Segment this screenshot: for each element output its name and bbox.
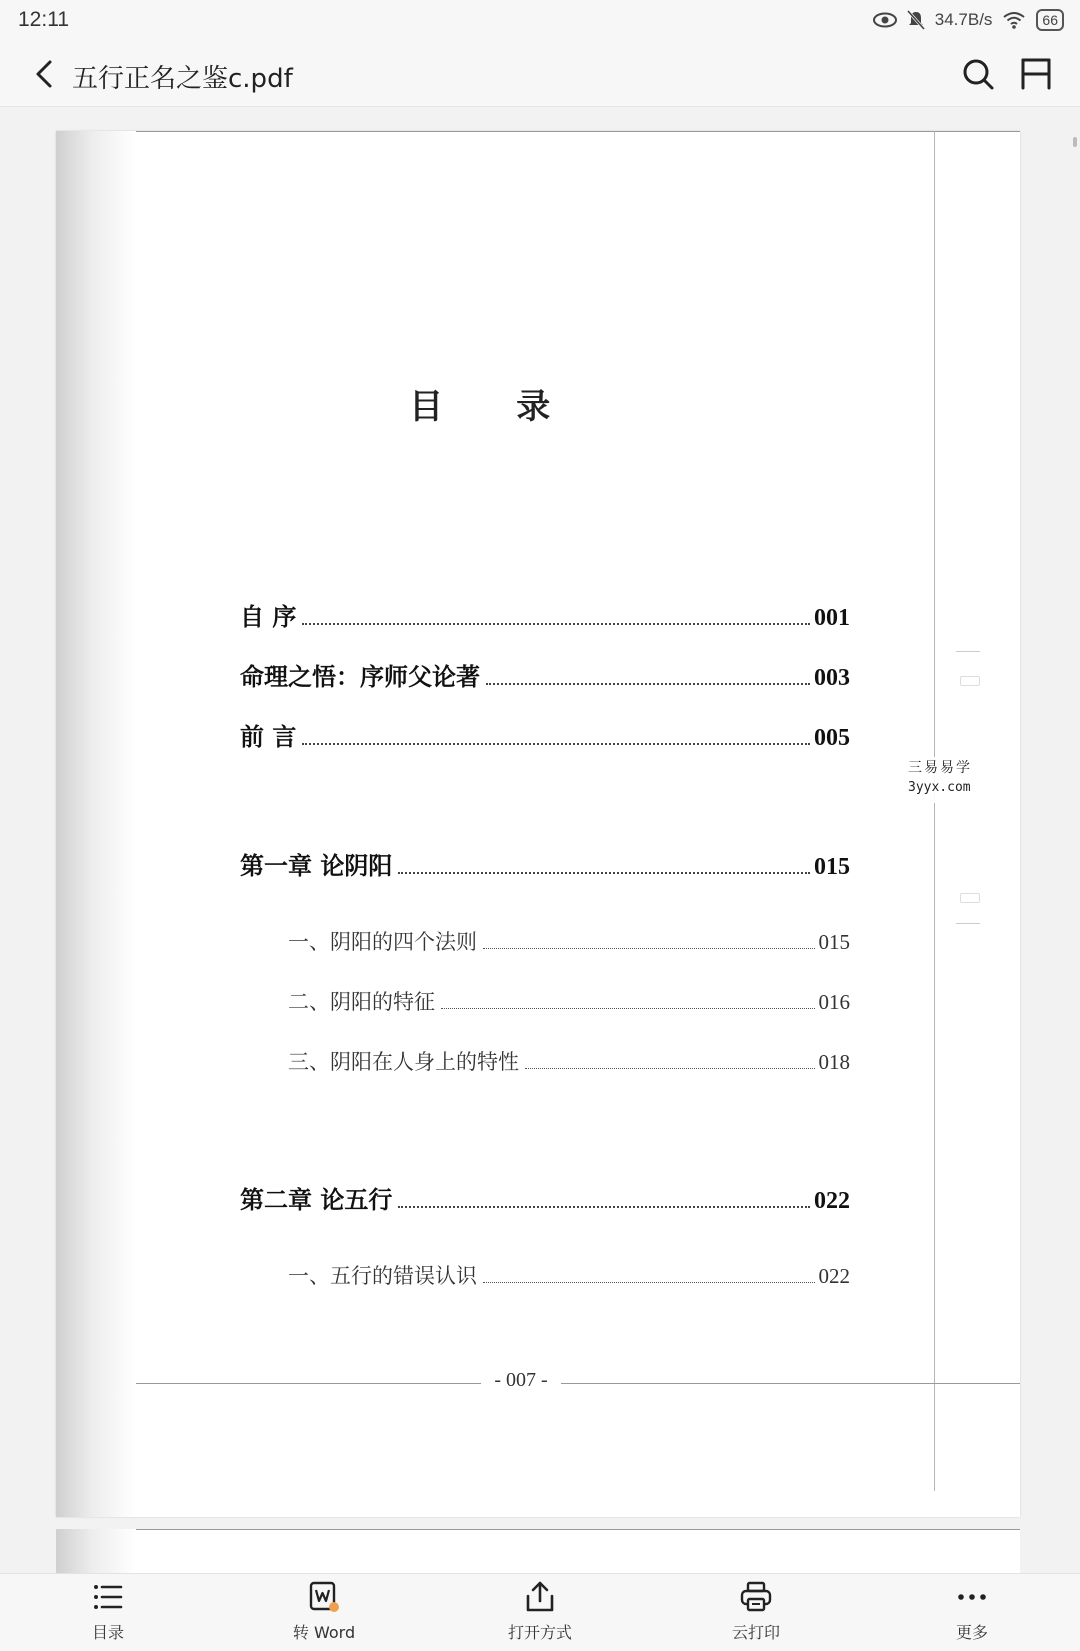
- toc-entry-label: 二、阴阳的特征: [288, 990, 435, 1014]
- toc-entry[interactable]: [240, 846, 850, 881]
- margin-ornament: [960, 893, 980, 903]
- share-icon: [523, 1580, 557, 1614]
- tab-convert-word[interactable]: [254, 1580, 394, 1646]
- wifi-icon: [1002, 11, 1026, 29]
- document-title: 五行正名之鉴c.pdf: [72, 64, 293, 94]
- toc-entry[interactable]: [240, 1180, 850, 1215]
- toc-title: 目 录: [409, 387, 581, 427]
- toc-entry-page: 022: [818, 1264, 850, 1288]
- watermark-line1: 三易易学: [908, 760, 972, 776]
- page-number: - 007 -: [481, 1369, 561, 1392]
- toc-entry-page: 018: [818, 1050, 850, 1074]
- status-time: 12:11: [18, 8, 69, 31]
- tab-label: 转 Word: [292, 1623, 356, 1642]
- tab-cloud-print[interactable]: [686, 1580, 826, 1646]
- pdf-page: [56, 131, 1020, 1517]
- margin-ornament-line: [956, 923, 980, 924]
- network-speed: 34.7B/s: [934, 10, 993, 29]
- mute-bell-icon: [907, 10, 925, 30]
- toc-leader-dots: [302, 623, 810, 625]
- search-icon[interactable]: [960, 56, 996, 92]
- toc-entry[interactable]: [288, 986, 850, 1016]
- printer-icon: [739, 1580, 773, 1614]
- tab-label: 云打印: [731, 1623, 780, 1642]
- toc-entry-page: 001: [814, 605, 850, 631]
- toc-entry-page: 003: [814, 665, 850, 691]
- toc-entry-page: 016: [818, 990, 850, 1014]
- toc-leader-dots: [525, 1068, 815, 1069]
- page-gutter-shadow: [56, 1529, 136, 1573]
- scrollbar-thumb[interactable]: [1073, 137, 1077, 147]
- margin-ornament: [960, 676, 980, 686]
- toc-entry-label: 一、五行的错误认识: [288, 1264, 477, 1288]
- toc-entry-page: 005: [814, 725, 850, 751]
- toc-entry-label: 命理之悟：序师父论著: [240, 662, 480, 691]
- toc-entry[interactable]: [288, 926, 850, 956]
- tab-label: 打开方式: [507, 1623, 572, 1642]
- fit-width-icon[interactable]: [1018, 56, 1054, 92]
- toc-entry-label: 前 言: [240, 722, 297, 751]
- toc-leader-dots: [398, 872, 810, 874]
- page-top-rule: [136, 1529, 1020, 1530]
- tab-label: 目录: [91, 1623, 124, 1642]
- toc-leader-dots: [483, 948, 815, 949]
- toc-entry-label: 三、阴阳在人身上的特性: [288, 1050, 519, 1074]
- margin-ornament-line: [956, 651, 980, 652]
- status-icons: [873, 9, 1064, 31]
- next-pdf-page: [56, 1529, 1020, 1573]
- toc-entry[interactable]: [240, 657, 850, 692]
- toc-entry[interactable]: [288, 1260, 850, 1290]
- toc-leader-dots: [483, 1282, 815, 1283]
- toc-leader-dots: [441, 1008, 815, 1009]
- toc-entry[interactable]: [288, 1046, 850, 1076]
- tab-more[interactable]: [902, 1580, 1042, 1646]
- toc-entry-page: 015: [814, 854, 850, 880]
- tab-toc[interactable]: [38, 1580, 178, 1646]
- page-gutter-shadow: [56, 131, 136, 1517]
- page-top-rule: [136, 131, 1020, 132]
- toc-entry-page: 015: [818, 930, 850, 954]
- eye-icon: [873, 12, 897, 28]
- toc-entry-label: 第一章 论阴阳: [240, 851, 393, 880]
- toc-entry[interactable]: [240, 717, 850, 752]
- toc-leader-dots: [302, 743, 810, 745]
- pdf-viewer[interactable]: [0, 107, 1080, 1573]
- page-footer-rule: [136, 1383, 1020, 1384]
- back-arrow-icon[interactable]: [28, 56, 64, 92]
- toc-leader-dots: [486, 683, 810, 685]
- status-bar: [0, 0, 1080, 44]
- watermark-line2: 3yyx.com: [908, 780, 971, 795]
- more-icon: [955, 1580, 989, 1614]
- toc-entry-label: 一、阴阳的四个法则: [288, 930, 477, 954]
- tab-label: 更多: [955, 1623, 988, 1642]
- battery-indicator: 66: [1036, 9, 1064, 31]
- list-icon: [91, 1580, 125, 1614]
- tab-open-with[interactable]: [470, 1580, 610, 1646]
- page-footer: [56, 1369, 1020, 1393]
- toc-entry[interactable]: [240, 597, 850, 632]
- toc-entry-label: 自 序: [240, 602, 297, 631]
- watermark: [898, 757, 998, 803]
- toc-entry-page: 022: [814, 1188, 850, 1214]
- toc-entry-label: 第二章 论五行: [240, 1185, 393, 1214]
- bottom-toolbar: [0, 1573, 1080, 1651]
- app-bar: [0, 44, 1080, 107]
- page-right-rule: [934, 131, 935, 1491]
- word-convert-icon: [307, 1580, 341, 1614]
- toc-leader-dots: [398, 1206, 810, 1208]
